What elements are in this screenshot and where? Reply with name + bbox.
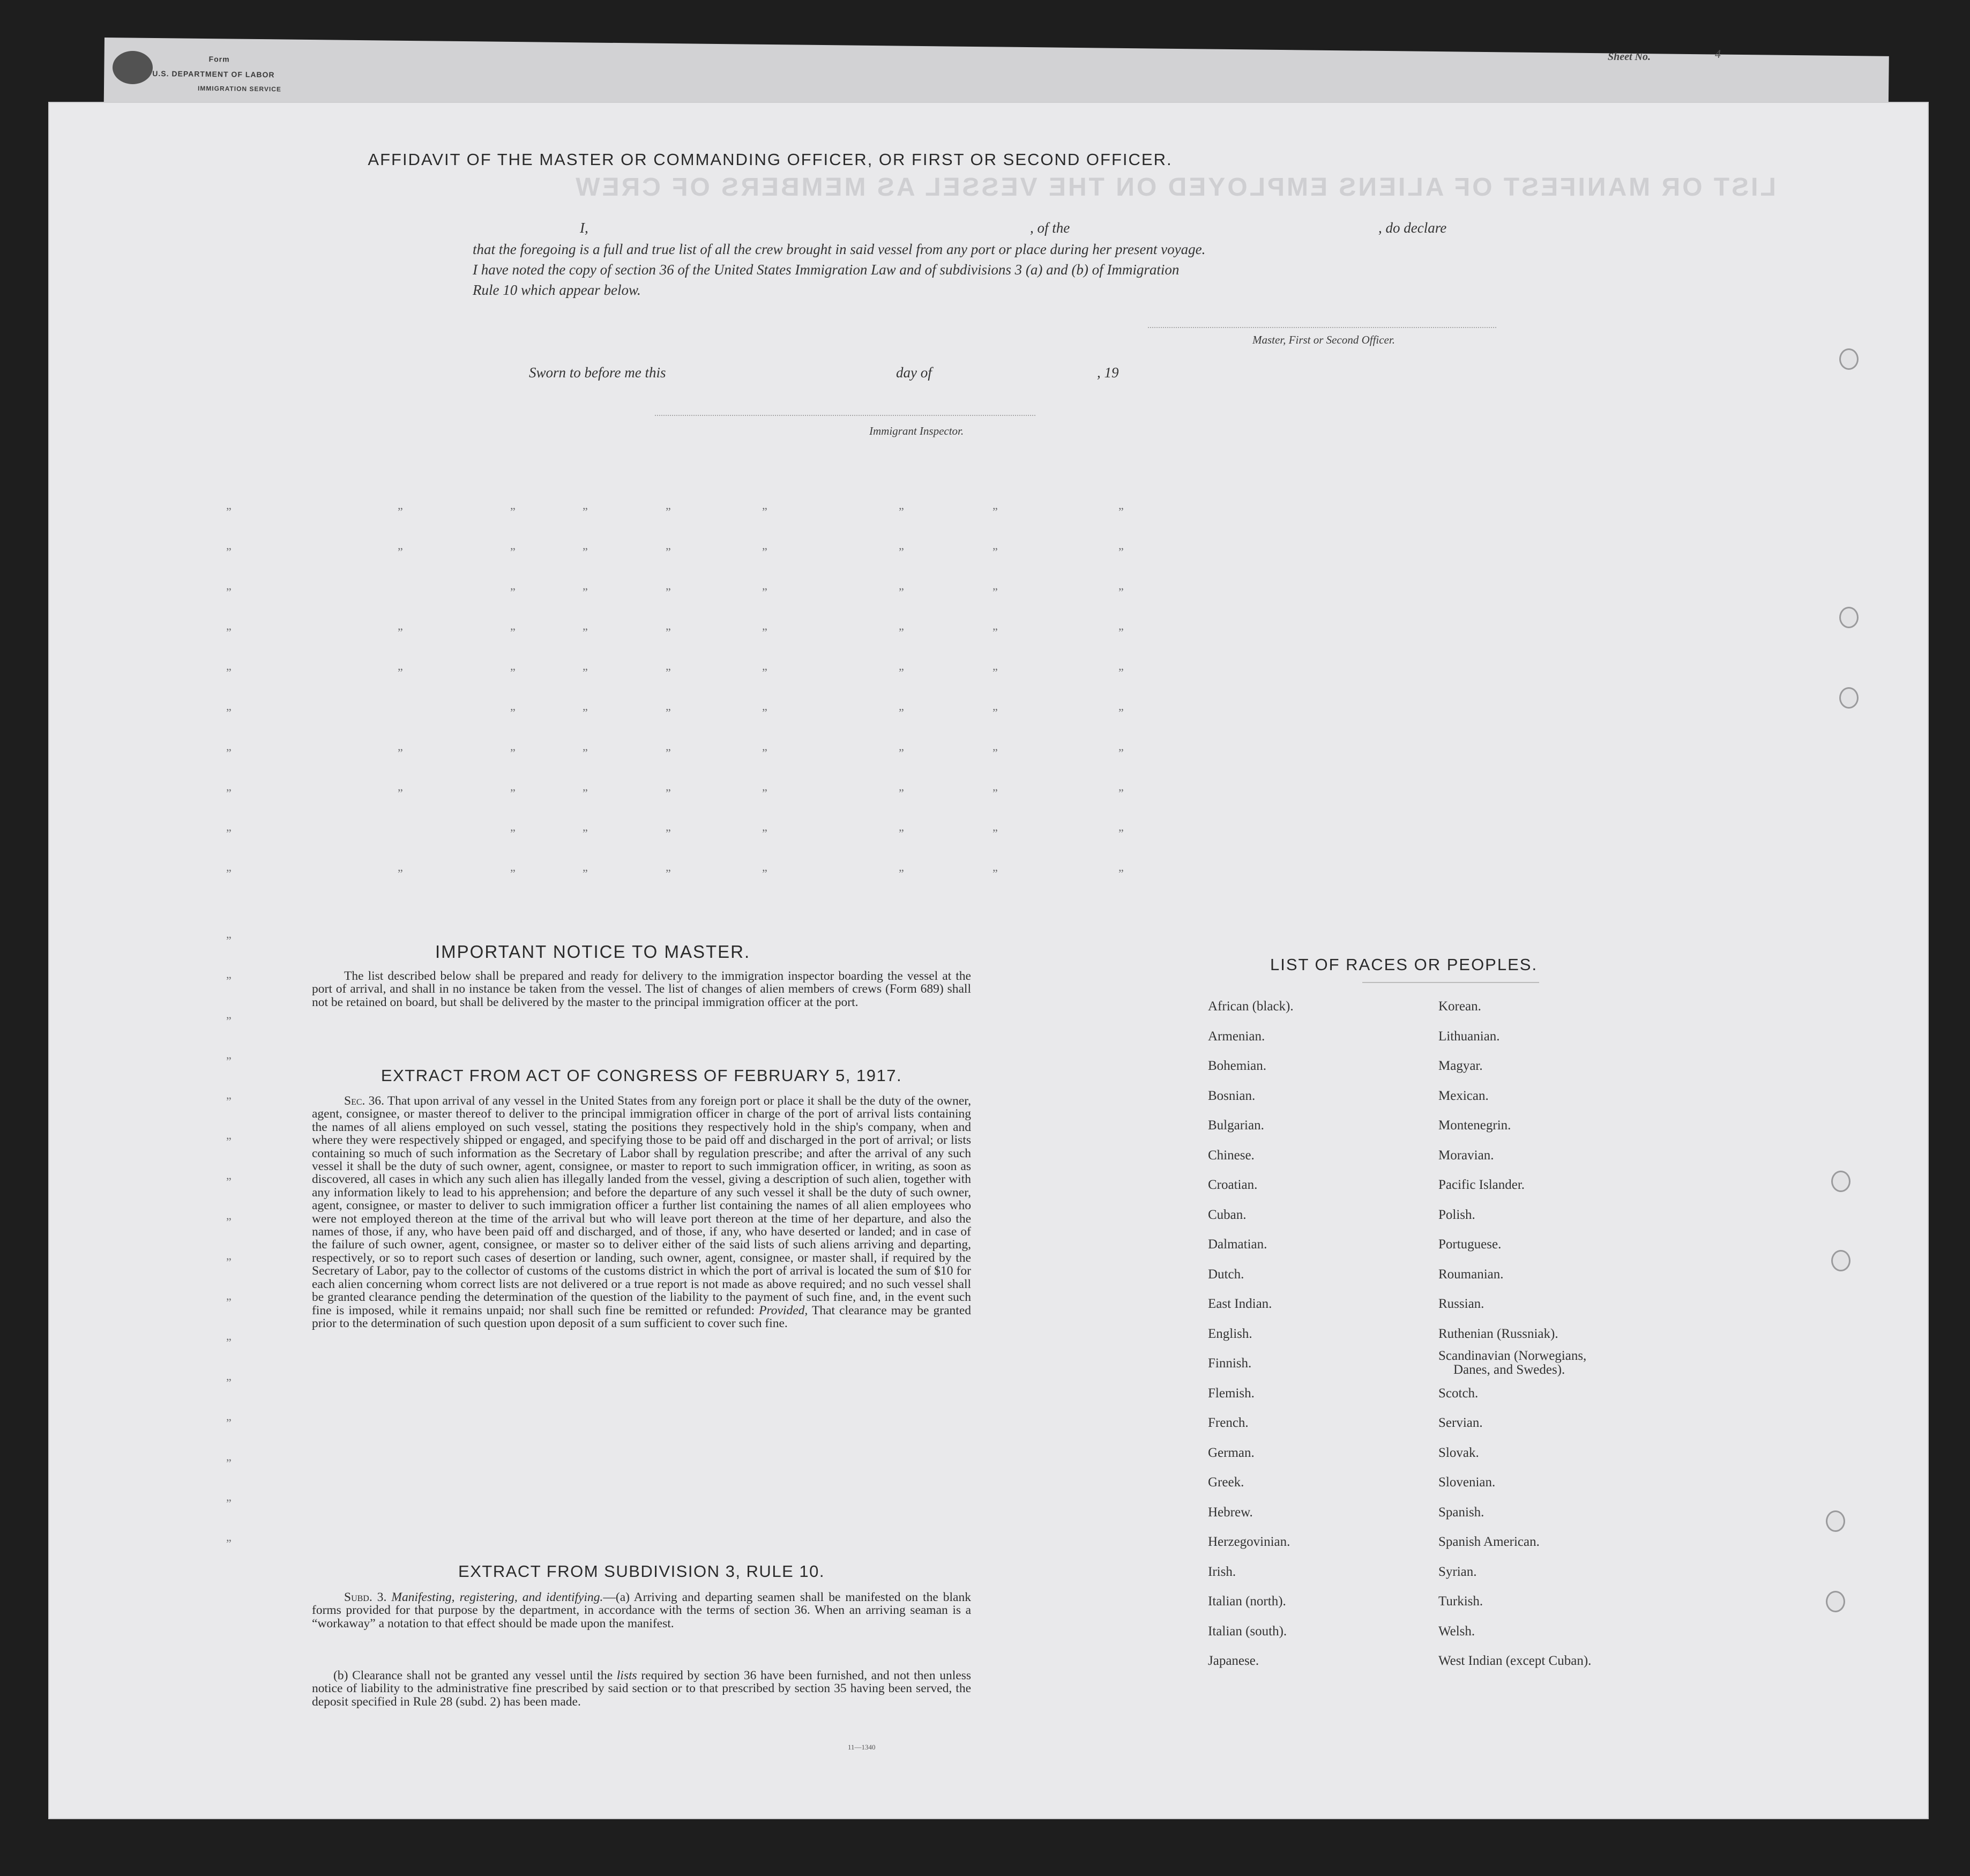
ditto-mark: ” — [1118, 867, 1124, 880]
ditto-mark: ” — [993, 666, 998, 679]
race-item: Servian. — [1438, 1416, 1483, 1430]
ditto-mark: ” — [583, 706, 588, 719]
race-item: West Indian (except Cuban). — [1438, 1654, 1592, 1668]
ditto-mark: ” — [762, 585, 767, 599]
ditto-mark: ” — [226, 706, 232, 719]
inspector-label: Immigrant Inspector. — [869, 425, 964, 437]
race-item: Slovak. — [1438, 1445, 1479, 1460]
subdivision-heading: Manifesting, registering, and identifying. — [391, 1590, 603, 1604]
ditto-mark: ” — [583, 867, 588, 880]
back-service-label: IMMIGRATION SERVICE — [197, 84, 281, 93]
notice-title: IMPORTANT NOTICE TO MASTER. — [435, 942, 751, 962]
ditto-mark: ” — [510, 706, 516, 719]
ditto-mark: ” — [510, 626, 516, 639]
ditto-mark: ” — [993, 867, 998, 880]
form-code: 11—1340 — [848, 1743, 876, 1751]
ditto-mark: ” — [666, 505, 671, 518]
ditto-mark: ” — [666, 786, 671, 800]
race-item: Montenegrin. — [1438, 1118, 1511, 1133]
race-item: Cuban. — [1208, 1207, 1247, 1222]
ditto-mark: ” — [226, 1255, 232, 1269]
ditto-mark: ” — [1118, 786, 1124, 800]
race-item: Irish. — [1208, 1564, 1236, 1579]
ditto-mark: ” — [762, 786, 767, 800]
affidavit-of-the: , of the — [1030, 220, 1070, 236]
ditto-mark: ” — [510, 585, 516, 599]
ditto-mark: ” — [583, 585, 588, 599]
ditto-mark: ” — [226, 626, 232, 639]
ditto-mark: ” — [666, 666, 671, 679]
ditto-mark: ” — [899, 626, 904, 639]
affidavit-do-declare: , do declare — [1378, 220, 1447, 236]
race-item: Roumanian. — [1438, 1267, 1504, 1282]
ditto-mark: ” — [398, 867, 403, 880]
ditto-mark: ” — [762, 626, 767, 639]
ditto-mark: ” — [583, 827, 588, 840]
ditto-mark: ” — [398, 505, 403, 518]
ditto-mark: ” — [666, 706, 671, 719]
race-item: East Indian. — [1208, 1297, 1272, 1311]
subdivision-a — [312, 1591, 971, 1630]
ditto-mark: ” — [510, 867, 516, 880]
ditto-mark: ” — [226, 1456, 232, 1470]
race-item: Hebrew. — [1208, 1505, 1253, 1520]
race-item: Turkish. — [1438, 1594, 1483, 1609]
ditto-mark: ” — [1118, 545, 1124, 559]
ditto-mark: ” — [666, 827, 671, 840]
race-item: German. — [1208, 1445, 1255, 1460]
ditto-mark: ” — [583, 786, 588, 800]
race-item: Portuguese. — [1438, 1237, 1502, 1252]
ditto-mark: ” — [1118, 706, 1124, 719]
ditto-mark: ” — [226, 974, 232, 987]
ditto-mark: ” — [226, 1175, 232, 1188]
ditto-mark: ” — [1118, 666, 1124, 679]
ditto-mark: ” — [226, 746, 232, 760]
subdivision-b-lists: lists — [616, 1669, 637, 1683]
extract-act-title: EXTRACT FROM ACT OF CONGRESS OF FEBRUARY 5, 1917. — [380, 1066, 902, 1085]
affidavit-line-2: that the foregoing is a full and true list of all the crew brought in said vessel from any port or place during her present voyage. — [473, 241, 1206, 257]
ditto-mark: ” — [398, 746, 403, 760]
ditto-mark: ” — [993, 827, 998, 840]
race-item: Pacific Islander. — [1438, 1178, 1525, 1192]
race-item: English. — [1208, 1326, 1252, 1341]
ditto-mark: ” — [226, 505, 232, 518]
races-title-rule — [1362, 982, 1539, 983]
master-signature-label: Master, First or Second Officer. — [1252, 333, 1395, 346]
back-form-label: Form — [208, 55, 230, 64]
race-item: Croatian. — [1208, 1178, 1258, 1192]
ditto-mark: ” — [899, 666, 904, 679]
race-item: Scandinavian (Norwegians, — [1438, 1349, 1587, 1363]
sworn-text: Sworn to before me this — [529, 364, 666, 381]
section-36-label: Sec. 36. — [344, 1094, 384, 1108]
ditto-mark: ” — [583, 666, 588, 679]
ditto-mark: ” — [762, 505, 767, 518]
punch-hole — [1839, 348, 1859, 370]
ditto-mark: ” — [993, 585, 998, 599]
ditto-mark: ” — [510, 545, 516, 559]
ditto-mark: ” — [666, 867, 671, 880]
ditto-mark: ” — [993, 706, 998, 719]
ditto-mark: ” — [226, 1336, 232, 1349]
sheet-number-label: Sheet No. — [1608, 51, 1651, 63]
race-item: Welsh. — [1438, 1624, 1475, 1639]
ditto-mark: ” — [762, 706, 767, 719]
race-item: Scotch. — [1438, 1386, 1479, 1401]
ditto-mark: ” — [1118, 746, 1124, 760]
ditto-mark: ” — [583, 505, 588, 518]
ditto-mark: ” — [226, 934, 232, 947]
race-item: Italian (south). — [1208, 1624, 1287, 1639]
ditto-mark: ” — [226, 666, 232, 679]
ditto-mark: ” — [583, 746, 588, 760]
race-item: Herzegovinian. — [1208, 1535, 1290, 1549]
race-item: Slovenian. — [1438, 1475, 1496, 1490]
ditto-mark: ” — [899, 867, 904, 880]
race-item: Dalmatian. — [1208, 1237, 1267, 1252]
ditto-mark: ” — [226, 1095, 232, 1108]
ditto-mark: ” — [666, 746, 671, 760]
race-item: Lithuanian. — [1438, 1029, 1500, 1044]
ditto-mark: ” — [226, 545, 232, 559]
section-36-text: That upon arrival of any vessel in the United States from any foreign port or place it shall be the duty of the owner, agent, consignee, or master thereof to deliver to the principal immigration officer in charge of the port of arrival lists containing the names of all aliens employed on such vessel, stating the positions they respectively hold in the ship's company, when and where they were respectively shipped or engaged, and specifying those to be paid off and discharged in the port of arrival; or lists containing so much of such information as the Secretary of Labor shall by regulation prescribe; and after the arrival of any such vessel it shall be the duty of such owner, agent, consignee, or master to report to such immigration officer, in writing, as soon as discovered, all cases in which any such alien has illegally landed from the vessel, giving a description of such alien, together with any information likely to lead to his apprehension; and before the departure of any such vessel it shall be the duty of such owner, agent, consignee, or master to deliver to such immigration officer a further list containing the names of all alien employees who were not employed thereon at the time of the arrival but who will leave port thereon at the time of her departure, and also the names of those, if any, who have been paid off and discharged, and of those, if any, who have deserted or landed; and in case of the failure of such owner, agent, consignee, or master so to deliver either of the said lists of such aliens arriving and departing, respectively, or so to report such cases of desertion or landing, such owner, agent, consignee, or master shall, if required by the Secretary of Labor, pay to the collector of customs of the customs district in which the port of arrival is located the sum of $10 for each alien concerning whom correct lists are not delivered or a true report is not made as above required; and no such vessel shall be granted clearance pending the determination of the question of the liability to the payment of such fine, and, in the event such fine is imposed, while it remains unpaid; nor shall such fine be remitted or refunded: — [312, 1094, 972, 1317]
sworn-year: , 19 — [1097, 364, 1119, 381]
ditto-mark: ” — [1118, 585, 1124, 599]
race-item: Italian (north). — [1208, 1594, 1286, 1609]
ditto-mark: ” — [762, 666, 767, 679]
subdivision-label: Subd. 3. — [344, 1590, 387, 1604]
ditto-mark: ” — [398, 626, 403, 639]
subdivision-b-text-1: (b) Clearance shall not be granted any vessel until the — [333, 1669, 613, 1683]
notice-body: The list described below shall be prepared and ready for delivery to the immigration inspector boarding the vessel at the port of arrival, and shall in no instance be taken from the vessel. The list of changes of alien members of crews (Form 689) shall not be retained on board, but shall be delivered by the master to the principal immigration officer at the port. — [312, 969, 971, 1009]
race-item: Chinese. — [1208, 1148, 1255, 1163]
races-title: LIST OF RACES OR PEOPLES. — [1270, 955, 1538, 974]
ditto-mark: ” — [899, 786, 904, 800]
race-item: Russian. — [1438, 1297, 1484, 1311]
subdivision-b — [312, 1669, 971, 1708]
subdivision-a-text: —(a) Arriving and departing seamen shall be manifested on the blank forms provided for that purpose by the department, in accordance with the terms of section 36. When an arriving seaman is a “workaway” a notation to that effect should be made upon the manifest. — [312, 1590, 971, 1631]
ink-seal-mark — [113, 51, 153, 84]
affidavit-title: AFFIDAVIT OF THE MASTER OR COMMANDING OFFICER, OR FIRST OR SECOND OFFICER. — [368, 150, 1173, 169]
ditto-mark: ” — [899, 827, 904, 840]
punch-hole — [1839, 607, 1859, 628]
ditto-mark: ” — [762, 746, 767, 760]
ditto-mark: ” — [899, 545, 904, 559]
ditto-mark: ” — [226, 1376, 232, 1389]
ditto-mark: ” — [1118, 626, 1124, 639]
race-item: Armenian. — [1208, 1029, 1265, 1044]
race-item: Spanish. — [1438, 1505, 1484, 1520]
subdivision-b-text-2: required by section 36 have been furnished, and not then unless notice of liability to the administrative fine prescribed by said section or to that prescribed by section 35 having been served, the deposit specified in Rule 28 (subd. 2) has been made. — [312, 1669, 972, 1709]
punch-hole — [1839, 687, 1859, 709]
race-item: Danes, and Swedes). — [1453, 1363, 1565, 1377]
ditto-mark: ” — [993, 786, 998, 800]
affidavit-sheet — [49, 103, 1928, 1818]
ditto-mark: ” — [762, 545, 767, 559]
ditto-mark: ” — [398, 786, 403, 800]
ditto-mark: ” — [226, 1497, 232, 1510]
sworn-day-of: day of — [896, 364, 932, 381]
race-item: African (black). — [1208, 999, 1294, 1014]
race-item: Greek. — [1208, 1475, 1244, 1490]
ditto-mark: ” — [226, 1296, 232, 1309]
inspector-signature-line — [655, 415, 1035, 416]
ditto-mark: ” — [226, 1014, 232, 1028]
race-item: Dutch. — [1208, 1267, 1244, 1282]
ditto-mark: ” — [993, 545, 998, 559]
ditto-mark: ” — [226, 786, 232, 800]
ditto-mark: ” — [510, 786, 516, 800]
ditto-mark: ” — [510, 746, 516, 760]
race-item: Finnish. — [1208, 1356, 1252, 1371]
punch-hole — [1831, 1171, 1850, 1192]
ditto-mark: ” — [398, 545, 403, 559]
race-item: Mexican. — [1438, 1088, 1489, 1103]
ditto-mark: ” — [226, 1135, 232, 1148]
punch-hole — [1826, 1591, 1845, 1612]
ditto-mark: ” — [226, 867, 232, 880]
ditto-mark: ” — [226, 585, 232, 599]
ditto-mark: ” — [226, 1537, 232, 1550]
race-item: Moravian. — [1438, 1148, 1494, 1163]
ditto-mark: ” — [510, 827, 516, 840]
race-item: Bosnian. — [1208, 1088, 1256, 1103]
punch-hole — [1831, 1250, 1850, 1271]
race-item: Polish. — [1438, 1207, 1475, 1222]
ditto-mark: ” — [993, 505, 998, 518]
section-36-body — [312, 1095, 971, 1330]
extract-rule-title: EXTRACT FROM SUBDIVISION 3, RULE 10. — [458, 1562, 825, 1581]
ditto-mark: ” — [583, 545, 588, 559]
section-36-tail: That clearance may be granted prior to the determination of such question upon deposit of a sum sufficient to cover such fine. — [312, 1303, 972, 1330]
race-item: Magyar. — [1438, 1059, 1483, 1073]
race-item: Japanese. — [1208, 1654, 1259, 1668]
ditto-mark: ” — [899, 505, 904, 518]
race-item: Spanish American. — [1438, 1535, 1540, 1549]
ditto-mark: ” — [226, 1054, 232, 1068]
race-item: Flemish. — [1208, 1386, 1255, 1401]
race-item: Bohemian. — [1208, 1059, 1267, 1073]
ditto-mark: ” — [899, 706, 904, 719]
ditto-mark: ” — [762, 867, 767, 880]
bleed-through-ghost: LIST OR MANIFEST OF ALIENS EMPLOYED ON THE VESSEL AS MEMBERS OF CREW — [573, 173, 1776, 202]
affidavit-line-4: Rule 10 which appear below. — [473, 282, 641, 298]
ditto-mark: ” — [226, 1416, 232, 1430]
ditto-mark: ” — [666, 626, 671, 639]
ditto-mark: ” — [1118, 505, 1124, 518]
race-item: Korean. — [1438, 999, 1481, 1014]
signature-line — [1148, 327, 1496, 328]
race-item: French. — [1208, 1416, 1249, 1430]
affidavit-line-3: I have noted the copy of section 36 of the United States Immigration Law and of subdivisions 3 (a) and (b) of Immigration — [473, 262, 1180, 278]
sheet-number-value: 4 — [1715, 47, 1721, 61]
race-item: Ruthenian (Russniak). — [1438, 1326, 1558, 1341]
race-item: Syrian. — [1438, 1564, 1477, 1579]
back-department-label: U.S. DEPARTMENT OF LABOR — [152, 69, 275, 79]
ditto-mark: ” — [762, 827, 767, 840]
ditto-mark: ” — [226, 827, 232, 840]
ditto-mark: ” — [510, 505, 516, 518]
ditto-mark: ” — [226, 1215, 232, 1229]
race-item: Bulgarian. — [1208, 1118, 1264, 1133]
ditto-mark: ” — [583, 626, 588, 639]
ditto-mark: ” — [993, 626, 998, 639]
ditto-mark: ” — [398, 666, 403, 679]
ditto-mark: ” — [993, 746, 998, 760]
ditto-mark: ” — [899, 585, 904, 599]
provided-label: Provided, — [759, 1303, 808, 1317]
punch-hole — [1826, 1510, 1845, 1532]
ditto-mark: ” — [899, 746, 904, 760]
affidavit-i: I, — [580, 220, 588, 236]
ditto-mark: ” — [510, 666, 516, 679]
ditto-mark: ” — [1118, 827, 1124, 840]
ditto-mark: ” — [666, 585, 671, 599]
ditto-mark: ” — [666, 545, 671, 559]
